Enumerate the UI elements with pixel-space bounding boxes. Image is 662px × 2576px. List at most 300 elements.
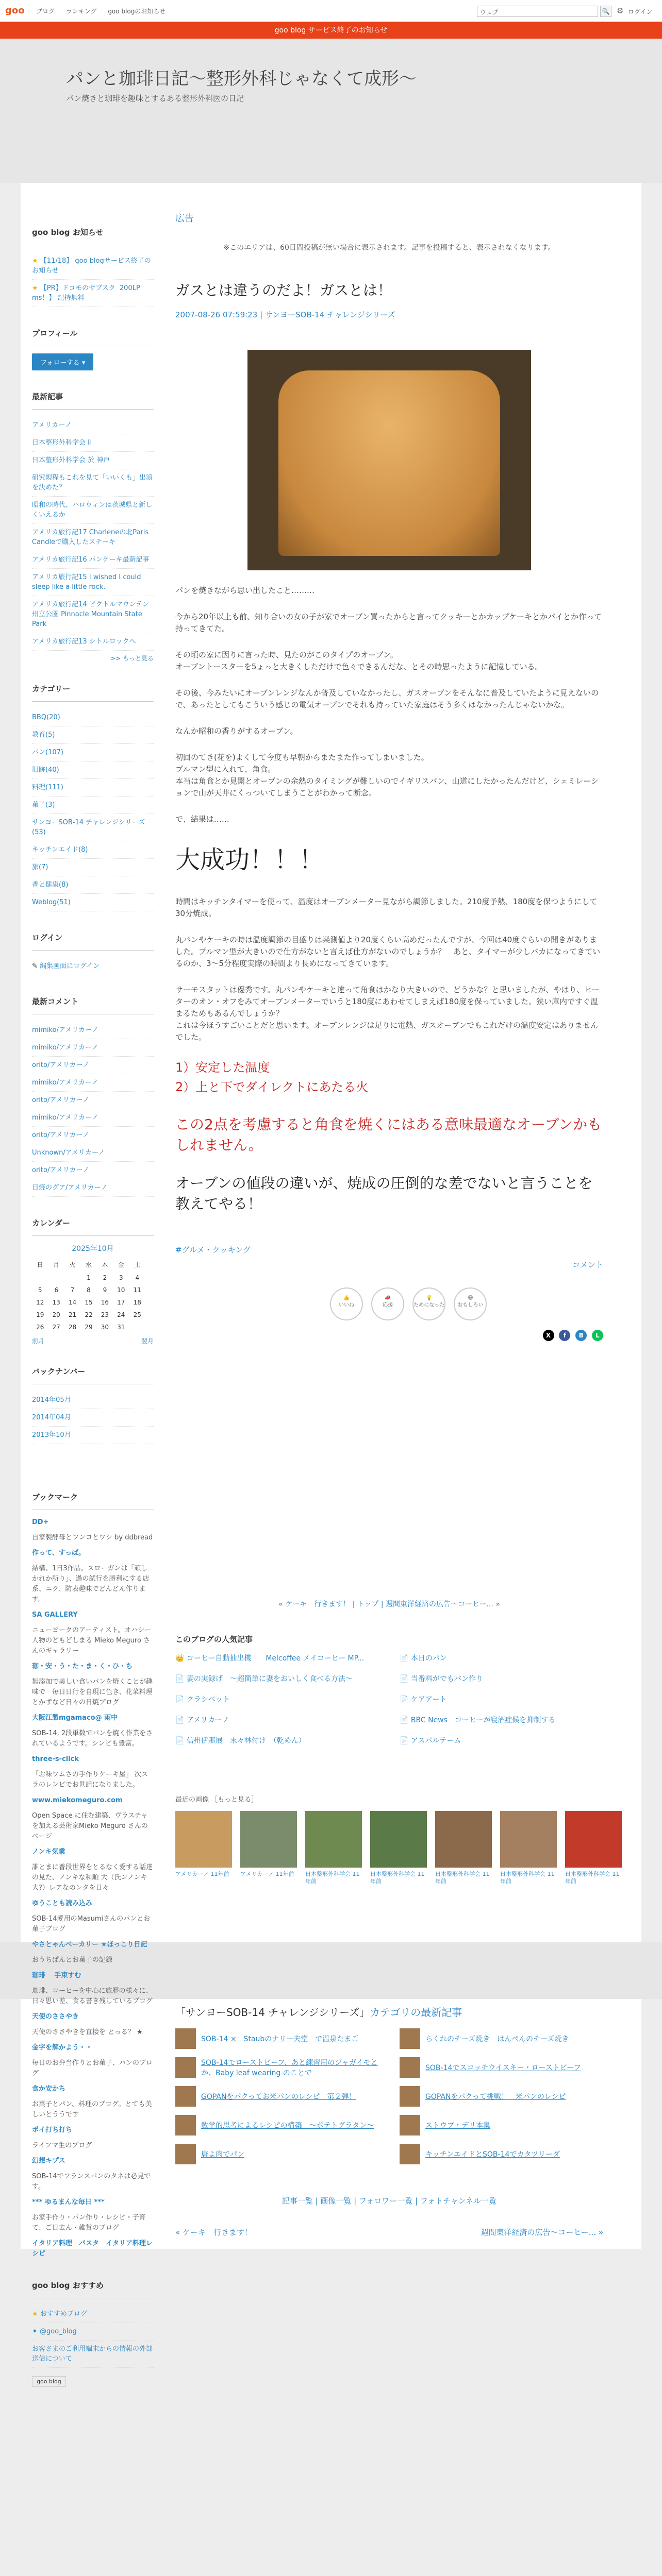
line-share-icon[interactable]: L [592, 1330, 603, 1341]
category-item[interactable] [32, 859, 154, 876]
post-paragraph: パンを焼きながら思い出したこと……… [175, 586, 315, 595]
bookmark-link[interactable]: 食か安かち [32, 2085, 66, 2093]
popular-item[interactable] [175, 1651, 379, 1665]
recent-image[interactable] [370, 1811, 427, 1885]
conclusion-red: この2点を考慮すると角食を焼くにはある意味最適なオーブンかもしれません。 [175, 1116, 602, 1154]
thumbnail-caption[interactable]: 日本整形外科学会 11年前 [305, 1871, 360, 1885]
backnumber-item-link[interactable]: 2014年04月 [32, 1414, 71, 1421]
bread-photo [247, 350, 531, 570]
post-paragraph: なんか昭和の香りがするオーブン。 [175, 726, 298, 736]
backnumber-item-link[interactable]: 2014年05月 [32, 1396, 71, 1404]
reaction-useful[interactable]: 💡 ためになった [412, 1287, 445, 1320]
bookmark-link[interactable]: 作って、すっぱ。 [32, 1549, 85, 1557]
category-item-link[interactable]: 教育(5) [32, 731, 55, 739]
category-latest-thumb[interactable] [400, 2115, 420, 2136]
facebook-share-icon[interactable]: f [559, 1330, 570, 1341]
bookmark-item [32, 2043, 154, 2079]
bottom-links[interactable]: 記事一覧 | 画像一覧 | フォロワー一覧 | フォトチャンネル一覧 [282, 2196, 497, 2206]
login-link[interactable]: ログイン [628, 8, 653, 15]
x-share-icon[interactable]: X [543, 1330, 554, 1341]
category-latest-item-link[interactable]: SOB-14でスコッチウイスキー・ローストビーフ [425, 2064, 581, 2072]
popular-item[interactable] [175, 1671, 379, 1686]
post-title[interactable]: ガスとは違うのだよ！ガスとは！ [175, 282, 392, 299]
category-latest-item[interactable] [175, 2086, 379, 2107]
popular-title: このブログの人気記事 [175, 1635, 253, 1644]
comment-item-link[interactable]: orito/アメリカーノ [32, 1166, 90, 1174]
category-latest-item[interactable] [400, 2057, 603, 2078]
popular-link[interactable]: アスパルテーム [410, 1737, 461, 1745]
login-item[interactable]: ✎ 編集画面にログイン [32, 958, 154, 975]
backnumber-item[interactable] [32, 1427, 154, 1444]
bookmark-desc: ライフマ生のブログ [32, 2142, 92, 2149]
popular-link[interactable]: 信州伊那展 末々林付け （乾めん） [186, 1737, 306, 1745]
star-icon: ★ [32, 257, 40, 265]
category-item[interactable] [32, 814, 154, 841]
category-item[interactable] [32, 744, 154, 761]
comment-item[interactable] [32, 1074, 154, 1092]
category-item[interactable] [32, 841, 154, 859]
calendar-weekday: 火 [69, 1261, 76, 1268]
recent-item-link[interactable]: 研究規程もこれを見て「いいくも」出演を決めた？ [32, 474, 153, 492]
category-latest-item[interactable] [400, 2086, 603, 2107]
calendar-day: 16 [101, 1299, 109, 1306]
bookmark-link[interactable]: three-s-click [32, 1755, 79, 1763]
category-item-link[interactable]: BBQ(20) [32, 714, 60, 721]
star-icon: 📄 [175, 1696, 187, 1704]
category-latest-item-link[interactable]: SOB-14 × Staubのナリー夫堂 で温泉たまご [201, 2035, 359, 2043]
more-link[interactable]: >> もっと見る [110, 655, 154, 662]
star-icon: 📄 [175, 1675, 187, 1683]
bookmark-link[interactable]: イタリア料理 パスタ イタリア料理レシピ [32, 2240, 153, 2258]
category-latest [175, 2004, 603, 2238]
bookmark-item [32, 1899, 154, 1935]
popular-item[interactable] [400, 1733, 603, 1748]
calendar-day [32, 1272, 48, 1284]
popular-link[interactable]: BBC News コーヒーが寝酒症候を抑制する [410, 1716, 556, 1724]
calendar-day: 26 [36, 1324, 44, 1331]
bookmark-desc: お家手作り・パン作り・レシピ・子育て、ご日去ん・雑貨のブログ [32, 2214, 146, 2232]
bookmark-item [32, 1754, 154, 1790]
backnumber-item[interactable] [32, 1409, 154, 1427]
recent-item[interactable] [32, 452, 154, 469]
recent-item-link[interactable]: アメリカ旅行記17 Charleneの北Paris Candleで購入したステーキ [32, 529, 149, 546]
comments-title: 最新コメント [32, 996, 154, 1014]
news-title: goo blog お知らせ [32, 227, 154, 245]
bookmark-desc: SOB-14でフランスパンのタネは必見です。 [32, 2173, 151, 2191]
category-latest-thumb[interactable] [400, 2028, 420, 2049]
recent-item-link[interactable]: アメリカーノ [32, 421, 72, 429]
popular-item[interactable] [400, 1651, 603, 1665]
comment-item[interactable] [32, 1127, 154, 1144]
goo-title: goo blog おすすめ [32, 2280, 154, 2298]
bookmark-link[interactable]: 珈・安・う・た・ま・く・ひ・ち [32, 1663, 133, 1670]
category-latest-item-link[interactable]: らくれのチーズ焼き はんぺんのチーズ焼き [425, 2035, 569, 2043]
comment-item-link[interactable]: Unknown/アメリカーノ [32, 1149, 105, 1157]
category-latest-thumb[interactable] [175, 2086, 196, 2107]
post-paragraph: その頃の家に因りに言った時、見たのがこのタイプのオーブン。 オーブントースターを5ょっと大きくしただけで色々できるんだな、とその時思ったように記憶している。 [175, 650, 543, 671]
recent-item[interactable] [32, 417, 154, 434]
calendar-day [64, 1272, 80, 1284]
calendar-day: 22 [85, 1311, 93, 1318]
thumbnail-caption[interactable]: 日本整形外科学会 11年前 [500, 1871, 555, 1885]
category-item[interactable] [32, 709, 154, 726]
category-latest-item[interactable] [400, 2115, 603, 2136]
comment-item[interactable] [32, 1179, 154, 1197]
category-latest-title: 「サンヨーSOB-14 チャレンジシリーズ」カテゴリの最新記事 [175, 2006, 462, 2019]
category-item-link[interactable]: サンヨーSOB-14 チャレンジシリーズ(53) [32, 819, 145, 836]
comment-item-link[interactable]: orito/アメリカーノ [32, 1096, 90, 1104]
recent-item[interactable] [32, 569, 154, 596]
ad-notice: ※このエリアは、60日間投稿が無い場合に表示されます。記事を投稿すると、表示されなくなります。 [223, 244, 555, 252]
star-icon: 📄 [175, 1737, 187, 1745]
goo-section [32, 2280, 154, 2387]
comments-section [32, 996, 154, 1197]
reaction-buttons [330, 1287, 603, 1325]
post-navigation[interactable]: « ケーキ 行きます！ | トップ | 週間東洋経済の広告〜コーヒー... » [278, 1600, 500, 1608]
calendar-title: カレンダー [32, 1217, 154, 1236]
reaction-like[interactable]: 👍 いいね [330, 1287, 363, 1320]
category-latest-item-link[interactable]: GOPANをパクってお米パンのレシピ 第２弾！ [201, 2093, 356, 2101]
bookmark-link[interactable]: 幻想キプス [32, 2157, 65, 2165]
bookmark-section [32, 1492, 154, 2259]
goo-logo[interactable]: goo [5, 5, 25, 16]
category-latest-thumb[interactable] [175, 2057, 196, 2078]
service-end-notice[interactable]: goo blog サービス終了のお知らせ [0, 22, 662, 39]
recent-item-link[interactable]: 日本整形外科学会 Ⅱ [32, 439, 91, 447]
bookmark-item [32, 2239, 154, 2259]
category-latest-item-link[interactable]: SOB-14でローストビーフ、あと練習用のジャガイモとか、Baby leaf wearing のことで [201, 2059, 378, 2077]
backnumber-section [32, 1366, 154, 1444]
bookmark-item [32, 1662, 154, 1708]
thumbnail-caption[interactable]: 日本整形外科学会 11年前 [565, 1871, 620, 1885]
bookmark-link[interactable]: www.miekomeguro.com [32, 1797, 123, 1804]
category-latest-item[interactable] [400, 2028, 603, 2049]
recent-image[interactable] [175, 1811, 232, 1885]
login-title: ログイン [32, 932, 154, 951]
recent-title: 最新記事 [32, 391, 154, 410]
post-paragraph: 時間はキッチンタイマーを使って、温度はオーブンメーター見ながら調節しました。210度予熱、180度を保つようにして30分焼成。 [175, 897, 598, 918]
backnumber-title: バックナンバー [32, 1366, 154, 1384]
recent-item-link[interactable]: アメリカ旅行記16 パンケーキ最新記事 [32, 556, 150, 564]
recent-item-link[interactable]: アメリカ旅行記14 ビクトルマウンテン州立公園 Pinnacle Mountain State Park [32, 601, 150, 628]
category-latest-item-link[interactable]: ストウブ・デリ本集 [425, 2122, 490, 2130]
backnumber-item[interactable] [32, 1392, 154, 1409]
category-latest-item-link[interactable]: 数学的思考によるレシピの構築 〜ポテトグラタン〜 [201, 2122, 374, 2130]
category-item[interactable] [32, 761, 154, 779]
nav-blog[interactable]: ブログ [36, 8, 55, 15]
nav-news[interactable]: goo blogのお知らせ [108, 8, 166, 15]
bookmark-link[interactable]: 大阪江製mgamaco@ 雨中 [32, 1714, 118, 1722]
calendar-day: 30 [101, 1324, 109, 1331]
calendar-day [48, 1272, 64, 1284]
comment-link[interactable]: コメント [572, 1260, 603, 1269]
calendar-day: 19 [36, 1311, 44, 1318]
calendar-day: 14 [68, 1299, 77, 1306]
bookmark-item [32, 1940, 154, 1965]
search-icon[interactable]: 🔍 [600, 6, 611, 17]
bookmark-desc: ニューヨークのアーティスト。オハシー人物のどもどしまる Mieko Meguro さんのギャラリー [32, 1626, 152, 1655]
bookmark-desc: 珈琲、コーヒーを中心に旅歴の様々に、日々思い差、食る書き残しているブログ [32, 1987, 153, 2005]
bookmark-title: ブックマーク [32, 1492, 154, 1510]
calendar-day: 7 [70, 1286, 75, 1294]
category-item-link[interactable]: 菓子(3) [32, 801, 55, 809]
thumbnail-caption[interactable]: アメリカーノ 11年前 [240, 1871, 294, 1877]
thumbnail-image[interactable] [500, 1811, 557, 1868]
bookmark-link[interactable]: やさとゃんベーカリー ★ほっこり日記 [32, 1941, 147, 1948]
star-icon: 📄 [400, 1654, 411, 1663]
recent-item-link[interactable]: 日本整形外科学会 於 神戸 [32, 456, 110, 464]
calendar-day: 6 [54, 1286, 58, 1294]
category-latest-thumb[interactable] [400, 2144, 420, 2164]
category-latest-thumb[interactable] [400, 2057, 420, 2078]
popular-item[interactable] [400, 1713, 603, 1727]
comment-item-link[interactable]: orito/アメリカーノ [32, 1131, 90, 1139]
calendar-weekday: 金 [118, 1261, 124, 1268]
post-paragraph: 丸パンやケーキの時は温度調節の目盛りは楽測値より20度くらい高めだったんですが、今回は40度ぐらいの開きがありました。プルマン型が大きいので仕方がないと言えば仕方がないのでしょうか？ あと、タイマーが少しバカになってきているのか、3〜5分程度実際の時間より長めになってきています。 [175, 935, 601, 968]
category-latest-item[interactable] [175, 2144, 379, 2164]
backnumber-item-link[interactable]: 2013年10月 [32, 1431, 71, 1439]
bookmark-item [32, 1795, 154, 1842]
thumbnail-image[interactable] [305, 1811, 362, 1868]
category-latest-item-link[interactable]: キッチンエイドとSOB-14でカタツリーダ [425, 2150, 560, 2159]
post-paragraph: 初回のてき(花を)よくして今度も早朝からまたまた作ってしまいました。 プルマン型に入れて、角食。 本当は角食とか見開とオーブンの余熱のタイミングが難しいのでイギリスパン、山道にしたかったんだけど、シェミレーションで山が天井にくっついてしまうことがわかって断念。 [175, 753, 599, 798]
category-latest-item[interactable] [175, 2028, 379, 2049]
goo-link[interactable]: ★ おすすめブログ [32, 2306, 154, 2323]
popular-item[interactable] [400, 1692, 603, 1706]
recent-image[interactable] [565, 1811, 622, 1885]
bookmark-item [32, 1548, 154, 1605]
comment-item[interactable] [32, 1057, 154, 1074]
bookmark-link[interactable]: SA GALLERY [32, 1611, 78, 1619]
comment-item[interactable] [32, 1162, 154, 1179]
bookmark-link[interactable]: 金字を解かよう・・ [32, 2044, 93, 2052]
star-icon: 📄 [400, 1716, 411, 1724]
calendar-day: 18 [133, 1299, 141, 1306]
recent-section [32, 391, 154, 663]
category-latest-link[interactable]: カテゴリの最新記事 [370, 2006, 462, 2019]
gear-icon[interactable]: ⚙ [617, 6, 624, 15]
comment-item[interactable] [32, 1039, 154, 1057]
goo-link[interactable]: ✦ @goo_blog [32, 2323, 154, 2341]
recent-images-title[interactable]: 最近の画像 ［もっと見る］ [175, 1796, 258, 1804]
profile-title: プロフィール [32, 328, 154, 346]
bookmark-link[interactable]: *** ゆるまんな毎日 *** [32, 2198, 105, 2206]
calendar-day: 31 [117, 1324, 125, 1331]
search-input[interactable]: ウェブ [477, 6, 598, 17]
category-latest-item[interactable] [175, 2057, 379, 2078]
popular-item[interactable] [400, 1671, 603, 1686]
calendar-section [32, 1217, 154, 1345]
popular-link[interactable]: 当番料がでもパン作り [410, 1675, 483, 1683]
category-item-link[interactable]: 旧跡(40) [32, 766, 59, 774]
calendar-day: 9 [103, 1286, 107, 1294]
comment-item-link[interactable]: mimiko/アメリカーノ [32, 1114, 98, 1122]
comment-item[interactable] [32, 1144, 154, 1162]
recent-item[interactable] [32, 551, 154, 569]
blog-title[interactable]: パンと珈琲日記〜整形外科じゃなくて成形〜 [66, 69, 417, 89]
bookmark-link[interactable]: 珈琲 手束すむ [32, 1972, 81, 1979]
next-post-link[interactable]: 週間東洋経済の広告〜コーヒー... » [481, 2228, 603, 2237]
recent-image[interactable] [305, 1811, 362, 1885]
hatena-share-icon[interactable]: B [575, 1330, 587, 1341]
category-item[interactable] [32, 779, 154, 796]
recent-image[interactable] [240, 1811, 297, 1885]
recent-item[interactable] [32, 633, 154, 651]
popular-link[interactable]: クラシベット [186, 1696, 230, 1704]
category-latest-thumb[interactable] [175, 2144, 196, 2164]
calendar-weekday: 土 [134, 1261, 141, 1268]
news-item[interactable]: ★ 【PR】ドコモのサブスク ​ 200LP ms！】 記持無料 [32, 280, 154, 307]
comment-item[interactable] [32, 1092, 154, 1109]
bookmark-desc: SOB-14愛用のMasumiさんのパンとお菓子ブログ [32, 1915, 151, 1933]
cal-next[interactable]: 翌月 [141, 1337, 154, 1345]
calendar-day: 10 [117, 1286, 125, 1294]
cal-prev[interactable]: 前月 [32, 1337, 45, 1345]
bookmark-item [32, 1971, 154, 2007]
recent-item[interactable] [32, 469, 154, 497]
popular-link[interactable]: コーヒー自動抽出機 Melcoffee メイコーヒー MP... [186, 1654, 365, 1663]
calendar-day: 17 [117, 1299, 125, 1306]
bookmark-link[interactable]: ゆうことも読み込み [32, 1900, 93, 1907]
category-item-link[interactable]: 旅(7) [32, 863, 48, 871]
follow-button[interactable]: フォローする ▾ [32, 353, 93, 370]
category-latest-thumb[interactable] [175, 2028, 196, 2049]
comment-item[interactable] [32, 1109, 154, 1127]
bird-icon: ✦ [32, 2328, 40, 2335]
bookmark-link[interactable]: DD+ [32, 1518, 49, 1526]
bookmark-desc: 無添加で美しい食いパンを焼くことが趣味で 毎日日行を自現に色き、花菜料理とかずなど日々の日焼ブログ [32, 1678, 153, 1706]
bookmark-item [32, 2012, 154, 2038]
category-item-link[interactable]: 料理(111) [32, 784, 63, 791]
recent-image[interactable] [435, 1811, 492, 1885]
calendar-day: 4 [135, 1274, 140, 1281]
category-latest-thumb[interactable] [175, 2115, 196, 2136]
bookmark-link[interactable]: 天使のささやき [32, 2013, 79, 2021]
category-latest-item[interactable] [175, 2115, 379, 2136]
bookmark-item [32, 1713, 154, 1749]
thumbnail-image[interactable] [175, 1811, 232, 1868]
goo-note[interactable]: お客さまのご利用端末からの情報の外部送信について [32, 2341, 154, 2368]
bookmark-desc: SOB-14, 2段単数でパンを焼く作業をされているようです。シンピも豊富。 [32, 1730, 153, 1748]
reaction-funny[interactable]: 😆 おもしろい [454, 1287, 487, 1320]
point-1: 1）安定した温度 [175, 1060, 270, 1075]
calendar-day: 5 [38, 1286, 42, 1294]
nav-ranking[interactable]: ランキング [65, 8, 97, 15]
category-item[interactable] [32, 796, 154, 814]
comment-item-link[interactable]: mimiko/アメリカーノ [32, 1079, 98, 1087]
bookmark-desc: おうちぱんとお菓子の記録 [32, 1956, 113, 1964]
category-item-link[interactable]: Weblog(51) [32, 899, 71, 906]
popular-item[interactable] [175, 1692, 379, 1706]
star-icon: 📄 [400, 1696, 411, 1704]
category-item-link[interactable]: 香と健康(8) [32, 881, 69, 889]
ad-label: 広告 [175, 213, 194, 224]
calendar-day: 1 [87, 1274, 91, 1281]
star-icon: 📄 [175, 1716, 187, 1724]
calendar-day: 23 [101, 1311, 109, 1318]
category-item[interactable] [32, 726, 154, 744]
post-meta[interactable]: 2007-08-26 07:59:23 | サンヨーSOB-14 チャレンジシリーズ [175, 310, 395, 319]
recent-item[interactable] [32, 497, 154, 524]
post-tag[interactable]: #グルメ・クッキング [175, 1245, 251, 1255]
category-item-link[interactable]: キッチンエイド(8) [32, 846, 88, 854]
popular-link[interactable]: 本日のパン [410, 1654, 447, 1663]
news-item[interactable]: ★ 【11/18】 goo blogサービス終了のお知らせ [32, 252, 154, 280]
bookmark-link[interactable]: ポイ打ち打ち [32, 2126, 73, 2134]
category-section [32, 683, 154, 911]
category-latest-thumb[interactable] [400, 2086, 420, 2107]
thumbnail-image[interactable] [370, 1811, 427, 1868]
popular-item[interactable] [175, 1733, 379, 1748]
comment-item-link[interactable]: mimiko/アメリカーノ [32, 1044, 98, 1052]
category-title: カテゴリー [32, 683, 154, 702]
star-icon: ★ [32, 2310, 40, 2318]
star-icon: 📄 [400, 1737, 411, 1745]
popular-link[interactable]: ケアアート [410, 1696, 447, 1704]
calendar-weekday: 月 [53, 1261, 60, 1268]
thumbnail-caption[interactable]: アメリカーノ 11年前 [175, 1871, 229, 1877]
category-latest-item[interactable] [400, 2144, 603, 2164]
recent-item[interactable] [32, 434, 154, 452]
thumbnail-image[interactable] [435, 1811, 492, 1868]
bookmark-desc: 自家製酵母とワンコとワシ by ddbread [32, 1534, 153, 1541]
recent-item[interactable] [32, 596, 154, 633]
thumbnail-image[interactable] [565, 1811, 622, 1868]
thumbnail-caption[interactable]: 日本整形外科学会 11年前 [435, 1871, 490, 1885]
calendar-day: 27 [52, 1324, 60, 1331]
reaction-cheer[interactable]: 📣 応援 [371, 1287, 404, 1320]
recent-item-link[interactable]: アメリカ旅行記15 I wished I could sleep like a little rock. [32, 573, 141, 591]
comment-item-link[interactable]: 日焼のグア/アメリカーノ [32, 1184, 108, 1192]
recent-image[interactable] [500, 1811, 557, 1885]
category-latest-item-link[interactable]: 唐よ肉でパン [201, 2150, 244, 2159]
category-item[interactable] [32, 894, 154, 911]
bookmark-item [32, 1610, 154, 1656]
bookmark-item [32, 2197, 154, 2233]
popular-link[interactable]: 妻の実録げ 〜超簡単に妻をおいしく食べる方法〜 [186, 1675, 353, 1683]
recent-item[interactable] [32, 524, 154, 551]
main-content [175, 211, 620, 1885]
goo-badge[interactable]: goo blog [32, 2376, 66, 2387]
category-item[interactable] [32, 876, 154, 894]
blog-header [0, 39, 662, 183]
news-section [32, 227, 154, 307]
share-buttons [175, 1330, 603, 1341]
prev-post-link[interactable]: « ケーキ 行きます！ [175, 2228, 252, 2237]
popular-item[interactable] [175, 1713, 379, 1727]
bookmark-link[interactable]: ノンキ気業 [32, 1848, 65, 1856]
comment-item-link[interactable]: mimiko/アメリカーノ [32, 1026, 98, 1034]
category-item-link[interactable]: パン(107) [32, 749, 63, 756]
thumbnail-image[interactable] [240, 1811, 297, 1868]
comment-item-link[interactable]: orito/アメリカーノ [32, 1061, 90, 1069]
star-icon: 👑 [175, 1654, 187, 1663]
recent-item-link[interactable]: アメリカ旅行記13 シトルロックへ [32, 638, 136, 646]
calendar-table [32, 1258, 145, 1333]
login-section [32, 932, 154, 975]
thumbnail-caption[interactable]: 日本整形外科学会 11年前 [370, 1871, 425, 1885]
category-latest-item-link[interactable]: GOPANをパクって挑戦！ 米パンのレシピ [425, 2093, 566, 2101]
calendar-day: 21 [68, 1311, 77, 1318]
calendar-day: 29 [85, 1324, 93, 1331]
calendar-month: 2025年10月 [72, 1245, 114, 1253]
popular-link[interactable]: アメリカーノ [186, 1716, 229, 1724]
calendar-day: 24 [117, 1311, 125, 1318]
comment-item[interactable] [32, 1022, 154, 1039]
conclusion-black: オーブンの値段の違いが、焼成の圧倒的な差でないと言うことを教えてやる！ [175, 1175, 593, 1212]
bookmark-desc: 「お味ワムさの手作りケーキ屋」 次スラのレンビでお世話になりました。 [32, 1771, 148, 1789]
recent-item-link[interactable]: 昭和の時代、ハロウィンは茨城県と新しくいえるか [32, 501, 153, 519]
